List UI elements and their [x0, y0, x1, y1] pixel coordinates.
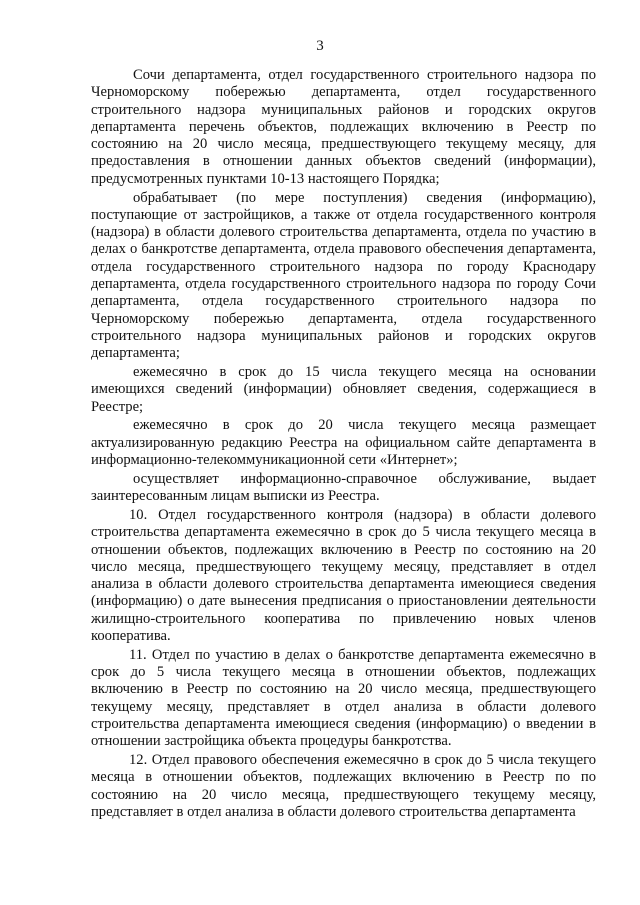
paragraph-item-12: 12. Отдел правового обеспечения ежемесячно в срок до 5 числа текущего месяца в отношении объектов, подлежащих включению в Реестр по по состоянию на 20 число месяца, предшествующего текущему месяцу, представляет в отдел анализа в области долевого строительства департамента	[91, 752, 596, 820]
paragraph-monthly-update: ежемесячно в срок до 15 числа текущего месяца на основании имеющихся сведений (информации) обновляет сведения, содержащиеся в Реестре;	[91, 364, 596, 415]
paragraph-monthly-publish: ежемесячно в срок до 20 числа текущего месяца размещает актуализированную редакцию Реестра на официальном сайте департамента в информационно-телекоммуникационной сети «Интернет»;	[91, 417, 596, 469]
paragraph-item-11: 11. Отдел по участию в делах о банкротстве департамента ежемесячно в срок до 5 числа текущего месяца в отношении объектов, подлежащих включению в Реестр по состоянию на 20 число месяца, предшествующего текущему месяцу, представляет в отдел анализа в области долевого строительства департамента имеющиеся сведения (информацию) о введении в отношении застройщика объекта процедуры банкротства.	[91, 646, 596, 750]
paragraph-reference-service: осуществляет информационно-справочное обслуживание, выдает заинтересованным лицам выписки из Реестра.	[91, 470, 596, 505]
paragraph-continuation: Сочи департамента, отдел государственного строительного надзора по Черноморскому побережью департамента, отдел государственного строительного надзора муниципальных районов и городских округов департамента перечень объектов, подлежащих включению в Реестр по состоянию на 20 число месяца, предшествующего текущему месяцу, для предоставления в отношении данных объектов сведений (информации), предусмотренных пунктами 10-13 настоящего Порядка;	[91, 67, 596, 187]
page-number: 3	[316, 38, 324, 54]
paragraph-processes-info: обрабатывает (по мере поступления) сведения (информацию), поступающие от застройщиков, а также от отдела государственного контроля (надзора) в области долевого строительства департамента, отдела по участию в делах о банкротстве департамента, отдела правового обеспечения департамента, отдела государственного строительного надзора по городу Краснодару департамента, отдела государственного строительного надзора по городу Сочи департамента, отдела государственного строительного надзора по Черноморскому побережью департамента, отдела государственного строительного надзора муниципальных районов и городских округов департамента;	[91, 189, 596, 362]
document-body	[91, 67, 596, 821]
paragraph-item-10: 10. Отдел государственного контроля (надзора) в области долевого строительства департамента ежемесячно в срок до 5 числа текущего месяца в отношении объектов, подлежащих включению в Реестр по состоянию на 20 число месяца, предшествующего текущему месяцу, представляет в отдел анализа в области долевого строительства департамента имеющиеся сведения (информацию) о дате вынесения предписания о приостановлении деятельности жилищно-строительного кооператива по привлечению новых членов кооператива.	[91, 506, 596, 644]
